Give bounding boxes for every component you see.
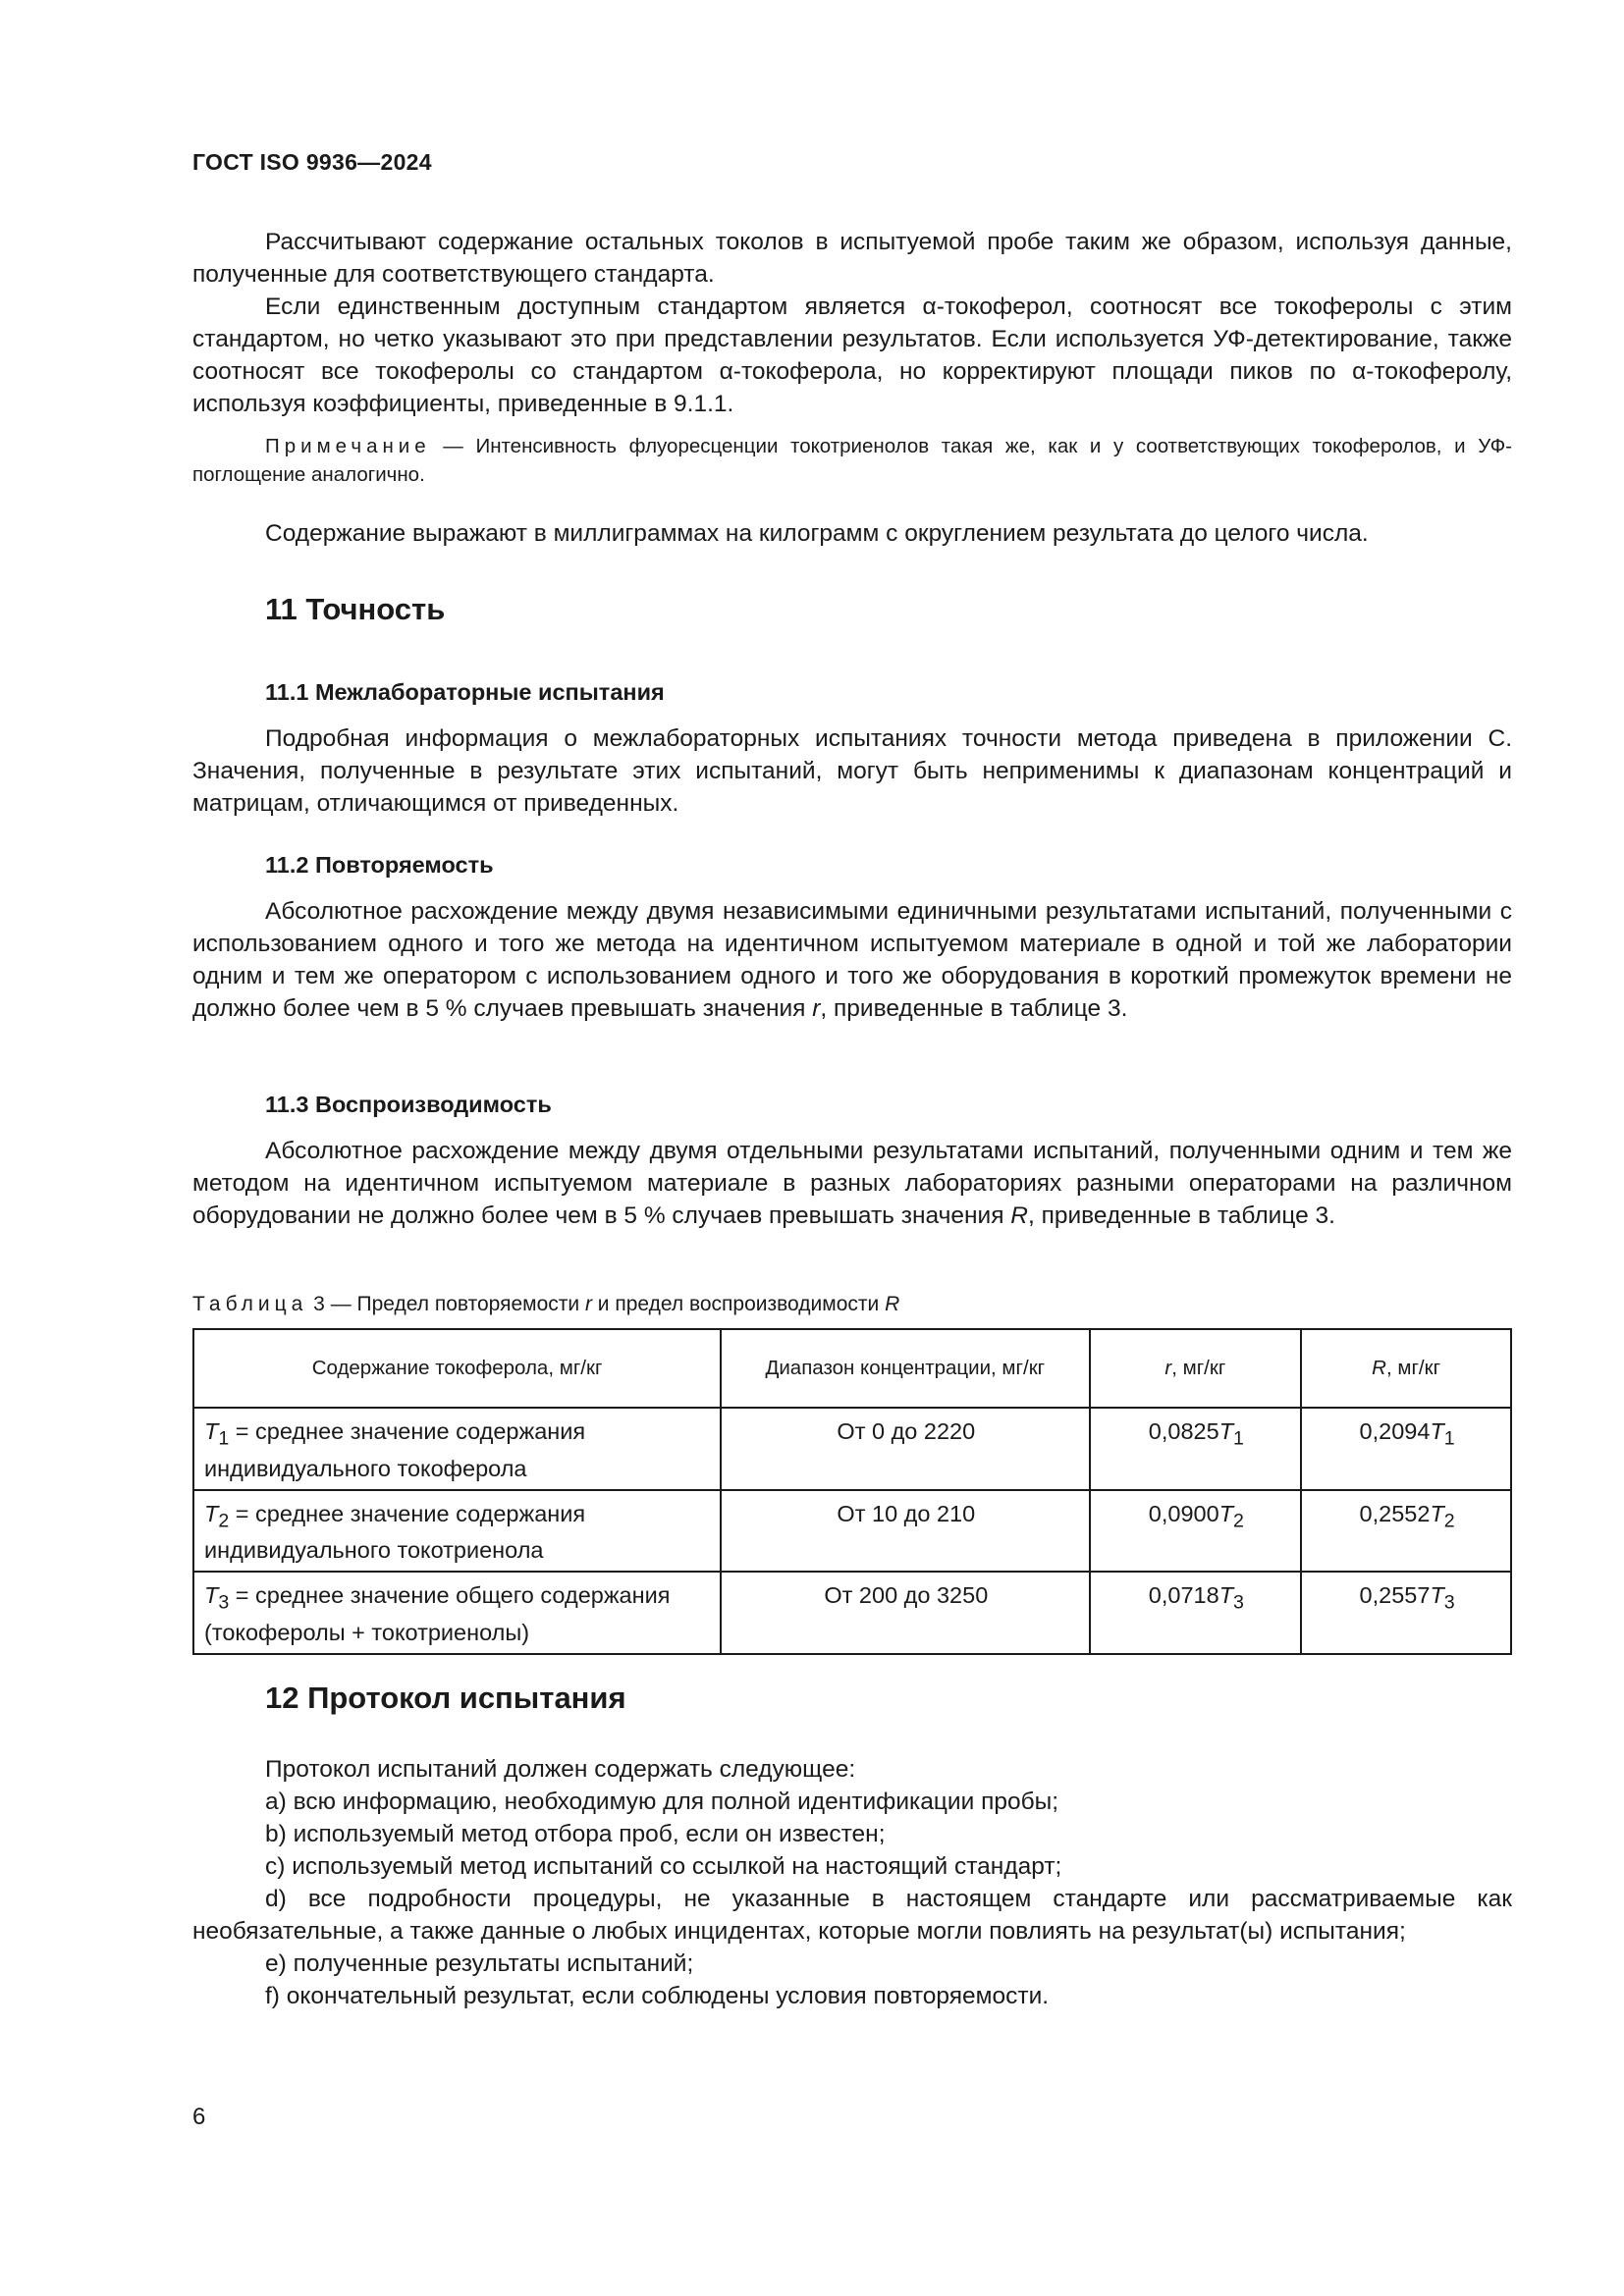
list-item: e) полученные результаты испытаний;: [265, 1950, 694, 1977]
document-header: ГОСТ ISO 9936—2024: [192, 149, 432, 175]
cell-R-sym: T: [1430, 1500, 1444, 1526]
cell-r-sym: T: [1218, 1582, 1234, 1609]
intro-paragraph-3: Содержание выражают в миллиграммах на килограмм с округлением результата до целого числа.: [265, 520, 1369, 547]
cell-sub: 1: [218, 1427, 230, 1450]
list-item: b) используемый метод отбора проб, если он известен;: [265, 1821, 886, 1847]
table-caption-r: r: [584, 1293, 592, 1315]
section-12-intro: Протокол испытаний должен содержать следующее:: [265, 1756, 856, 1783]
col-header-r-unit: , мг/кг: [1171, 1357, 1226, 1379]
cell-R-sym: T: [1430, 1418, 1444, 1444]
cell-R-sub: 2: [1443, 1510, 1455, 1532]
cell-sym: T: [204, 1500, 219, 1526]
cell-R-coef: 0,2552: [1359, 1500, 1431, 1526]
section-11-1-text: Подробная информация о межлабораторных испытаниях точности метода приведена в приложении C. Значения, полученные в результате этих испытаний, могут быть неприменимы к диапазонам концентраций и матрицам, отличающимся от приведенных.: [192, 725, 1512, 817]
cell-R: [1301, 1572, 1511, 1654]
section-11-2-block: [192, 895, 1512, 1025]
var-r: r: [812, 995, 821, 1022]
cell-sub: 2: [218, 1510, 230, 1532]
cell-r: [1090, 1408, 1302, 1490]
section-11-1-title: 11.1 Межлабораторные испытания: [265, 679, 665, 705]
table-row: [193, 1408, 1511, 1490]
cell-range: От 10 до 210: [721, 1490, 1089, 1573]
cell-content: [193, 1408, 721, 1490]
cell-R-coef: 0,2557: [1359, 1582, 1431, 1609]
col-header-content: Содержание токоферола, мг/кг: [193, 1329, 721, 1408]
col-header-r: [1090, 1329, 1302, 1408]
col-header-r-var: r: [1164, 1357, 1172, 1379]
cell-r: [1090, 1490, 1302, 1573]
cell-R-coef: 0,2094: [1359, 1418, 1431, 1444]
cell-R-sub: 3: [1443, 1592, 1455, 1615]
cell-R: [1301, 1408, 1511, 1490]
section-11-3-title: 11.3 Воспроизводимость: [265, 1092, 552, 1117]
section-11-2-title: 11.2 Повторяемость: [265, 852, 494, 878]
section-11-title: 11 Точность: [265, 592, 446, 626]
cell-r-coef: 0,0900: [1148, 1500, 1219, 1526]
table-row: [193, 1490, 1511, 1573]
var-R: R: [1010, 1202, 1028, 1229]
section-11-1-block: [192, 722, 1512, 820]
list-item: f) окончательный результат, если соблюдены условия повторяемости.: [265, 1983, 1050, 2009]
cell-content: [193, 1572, 721, 1654]
table-3-wrapper: [192, 1328, 1512, 1655]
cell-r-sub: 1: [1233, 1427, 1244, 1450]
col-header-R-var: R: [1372, 1357, 1386, 1379]
intro-paragraph-3-block: [192, 517, 1512, 550]
intro-block: [192, 226, 1512, 489]
cell-desc: = среднее значение содержания индивидуального токотриенола: [204, 1500, 586, 1564]
table-3-caption: [192, 1291, 1512, 1318]
cell-sub: 3: [218, 1592, 230, 1615]
col-header-range: Диапазон концентрации, мг/кг: [721, 1329, 1089, 1408]
intro-paragraph-1: Рассчитывают содержание остальных токолов в испытуемой пробе таким же образом, используя данные, полученные для соответствующего стандарта.: [192, 229, 1512, 288]
note-label: Примечание: [265, 435, 431, 457]
list-item: a) всю информацию, необходимую для полной идентификации пробы;: [265, 1789, 1059, 1815]
cell-range: От 200 до 3250: [721, 1572, 1089, 1654]
table-3: [192, 1328, 1512, 1655]
cell-sym: T: [204, 1582, 219, 1609]
cell-desc: = среднее значение содержания индивидуального токоферола: [204, 1418, 586, 1481]
table-caption-b: и предел воспроизводимости: [591, 1293, 886, 1315]
table-caption-label: Таблица: [192, 1293, 308, 1315]
note: [192, 432, 1512, 489]
cell-range: От 0 до 2220: [721, 1408, 1089, 1490]
section-11-2-text: [192, 895, 1512, 1025]
section-11-3-text-a: Абсолютное расхождение между двумя отдельными результатами испытаний, полученными одним и тем же методом на идентичном испытуемом материале в разных лабораториях разными операторами на различном оборудовании не должно более чем в 5 % случаев превышать значения: [192, 1138, 1512, 1229]
note-text: — Интенсивность флуоресценции токотриенолов такая же, как и у соответствующих токоферолов, и УФ-поглощение аналогично.: [192, 435, 1512, 486]
section-11-3-block: [192, 1135, 1512, 1232]
cell-r-sub: 2: [1233, 1510, 1244, 1532]
cell-R-sub: 1: [1443, 1427, 1455, 1450]
list-item: d) все подробности процедуры, не указанные в настоящем стандарте или рассматриваемые как необязательные, а также данные о любых инцидентах, которые могли повлиять на результат(ы) испытания;: [192, 1886, 1512, 1945]
table-caption-R: R: [885, 1293, 900, 1315]
section-12-title: 12 Протокол испытания: [265, 1681, 626, 1715]
col-header-R-unit: , мг/кг: [1385, 1357, 1441, 1379]
col-header-R: [1301, 1329, 1511, 1408]
cell-r: [1090, 1572, 1302, 1654]
table-caption-a: 3 — Предел повторяемости: [307, 1293, 585, 1315]
page-number: 6: [192, 2104, 206, 2130]
section-12-block: [192, 1753, 1512, 2012]
cell-sym: T: [204, 1418, 219, 1444]
section-11-3-text: [192, 1135, 1512, 1232]
cell-R-sym: T: [1430, 1582, 1444, 1609]
cell-R: [1301, 1490, 1511, 1573]
cell-r-coef: 0,0718: [1148, 1582, 1219, 1609]
section-11-2-text-b: , приведенные в таблице 3.: [820, 995, 1128, 1022]
section-11-3-text-b: , приведенные в таблице 3.: [1027, 1202, 1335, 1229]
intro-paragraph-2: Если единственным доступным стандартом является α-токоферол, соотносят все токоферолы с этим стандартом, но четко указывают это при представлении результатов. Если используется УФ-детектирование, также соотносят все токоферолы со стандартом α-токоферола, но корректируют площади пиков по α-токоферолу, используя коэффициенты, приведенные в 9.1.1.: [192, 294, 1512, 417]
cell-content: [193, 1490, 721, 1573]
cell-r-sub: 3: [1233, 1592, 1244, 1615]
cell-r-coef: 0,0825: [1148, 1418, 1219, 1444]
table-header-row: [193, 1329, 1511, 1408]
list-item: c) используемый метод испытаний со ссылкой на настоящий стандарт;: [265, 1853, 1062, 1880]
cell-desc: = среднее значение общего содержания (токоферолы + токотриенолы): [204, 1582, 671, 1646]
table-row: [193, 1572, 1511, 1654]
cell-r-sym: T: [1218, 1500, 1234, 1526]
section-11-2-text-a: Абсолютное расхождение между двумя независимыми единичными результатами испытаний, полученными с использованием одного и того же метода на идентичном испытуемом материале в одной и той же лаборатории одним и тем же оператором с использованием одного и того же оборудования в короткий промежуток времени не должно более чем в 5 % случаев превышать значения: [192, 898, 1512, 1022]
cell-r-sym: T: [1218, 1418, 1234, 1444]
